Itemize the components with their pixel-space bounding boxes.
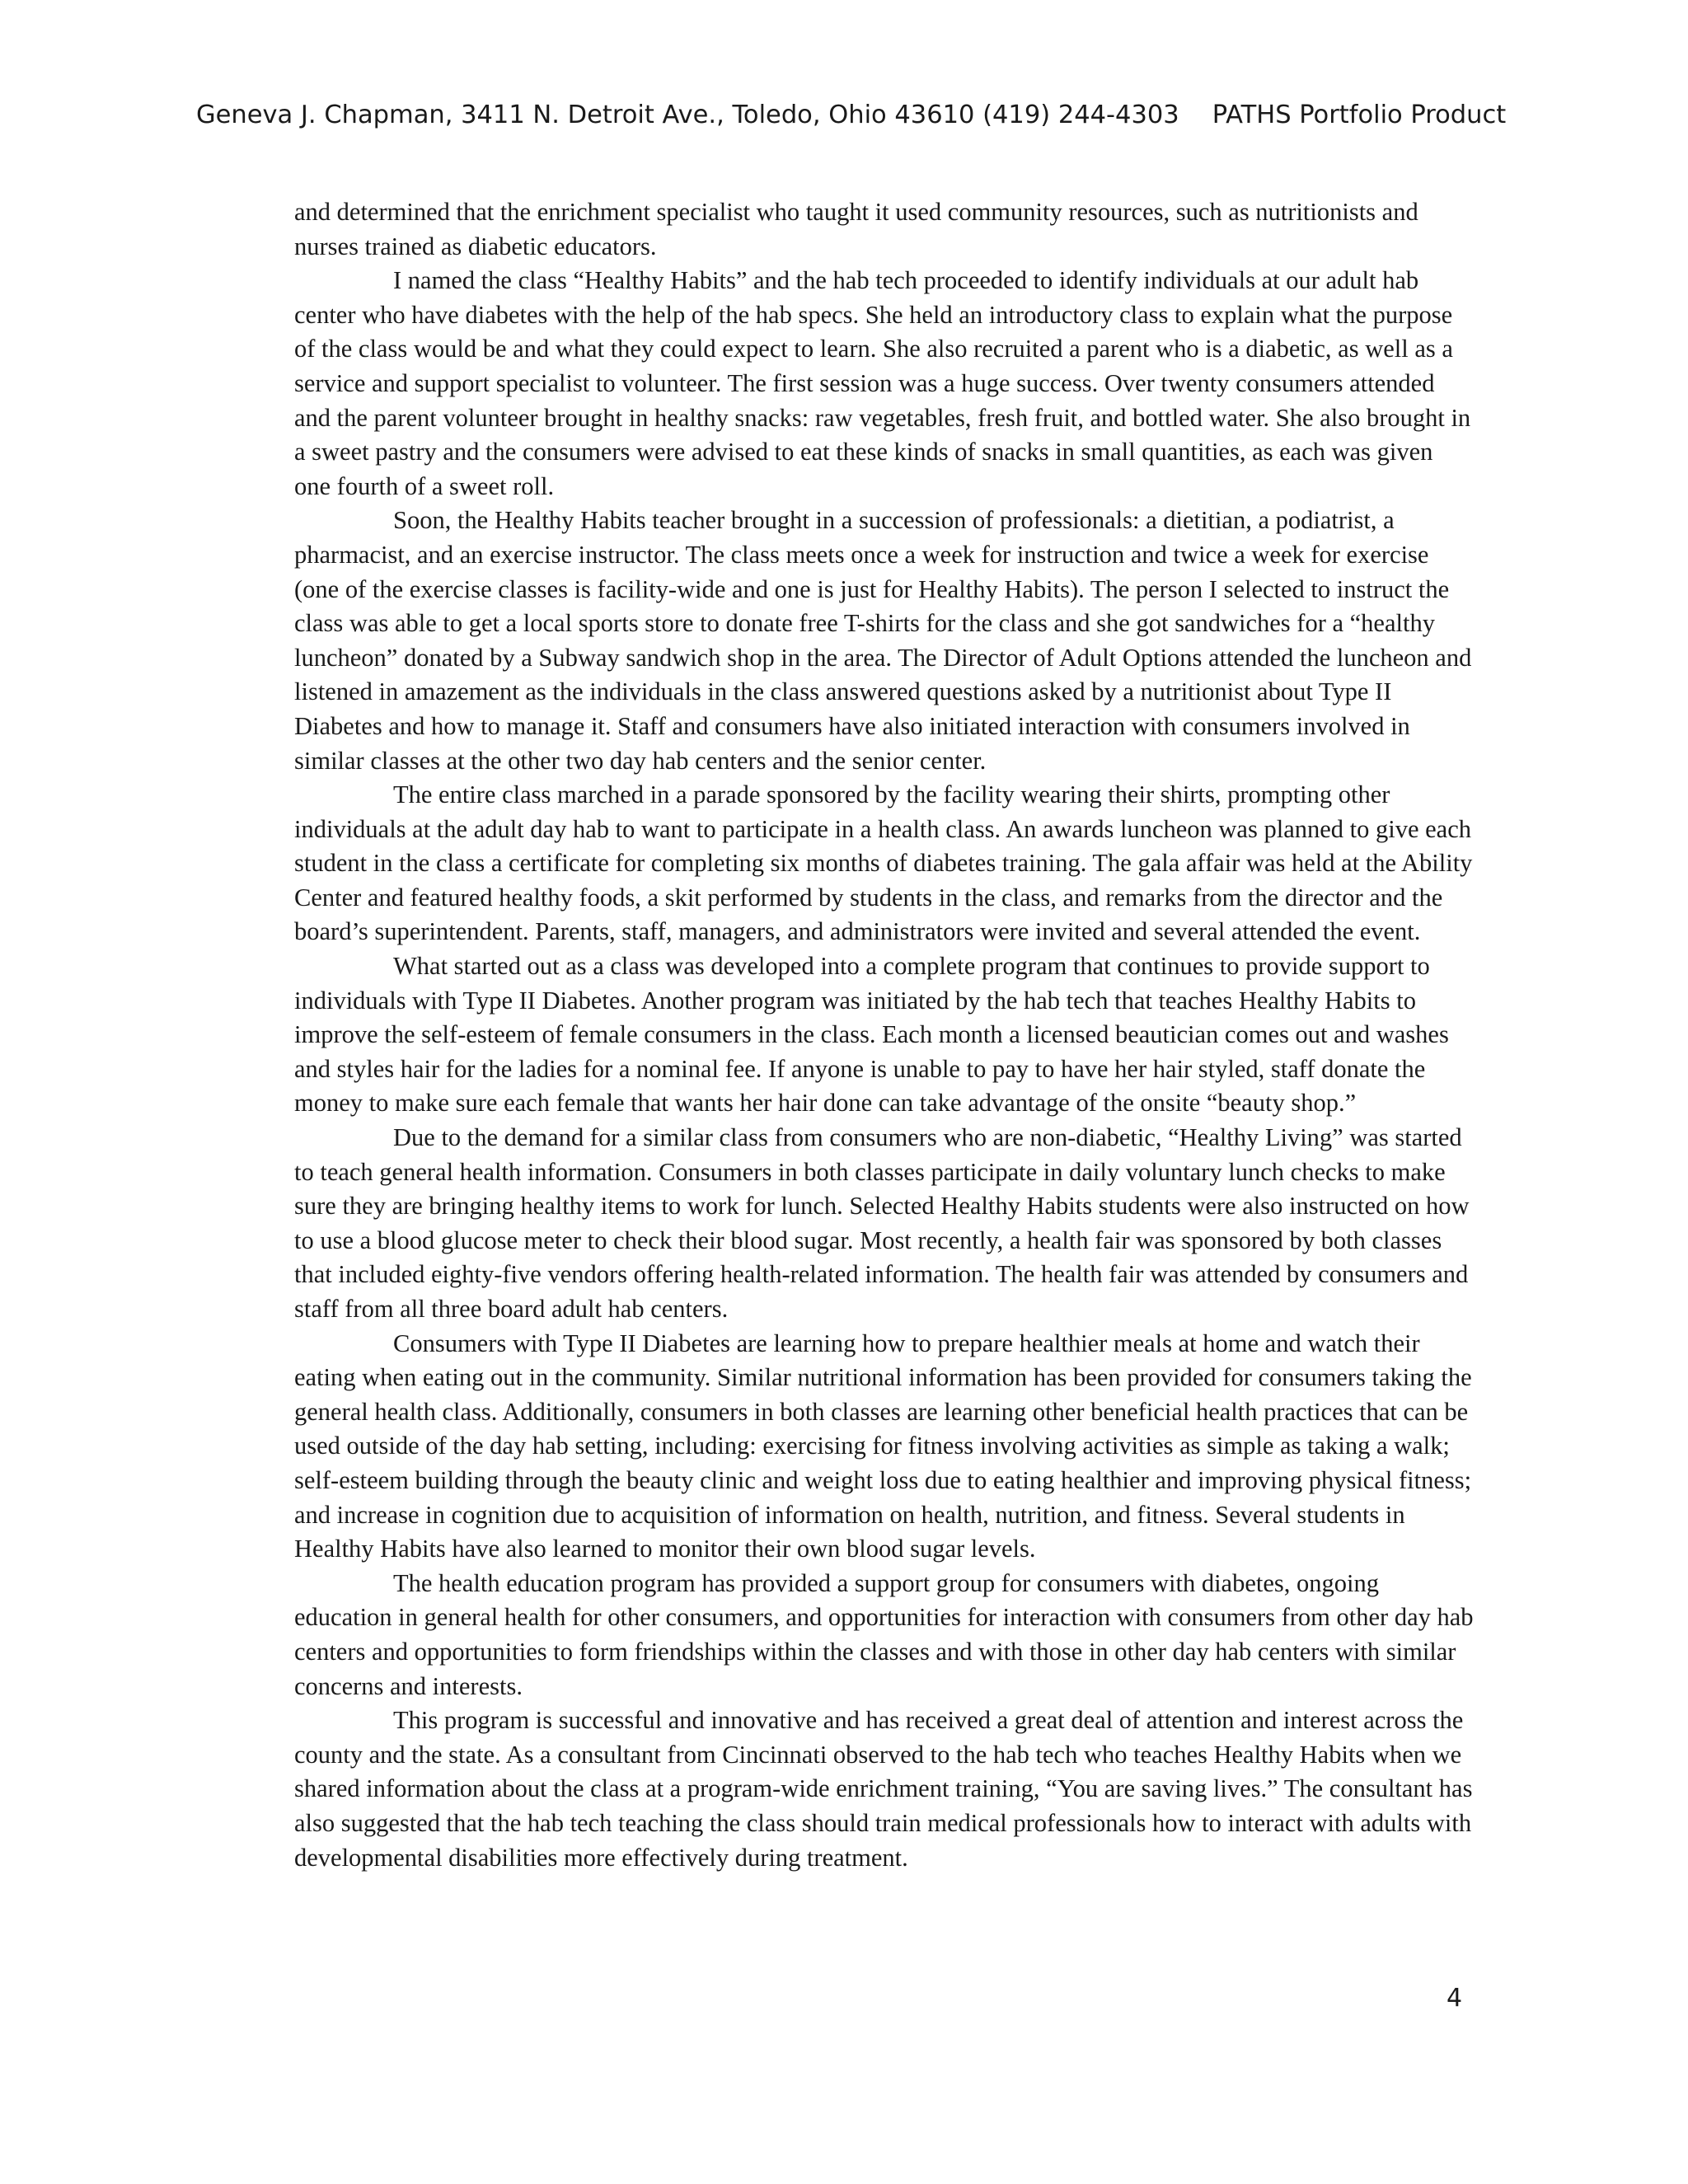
- paragraph-parade-luncheon: The entire class marched in a parade sponsored by the facility wearing their shirts, prompting other individuals at the adult day hab to want to participate in a health class. An awards luncheon was planned to give each student in the class a certificate for completing six months of diabetes training. The gala affair was held at the Ability Center and featured healthy foods, a skit performed by students in the class, and remarks from the director and the board’s superintendent. Parents, staff, managers, and administrators were invited and several attended the event.: [294, 780, 1473, 946]
- paragraph-healthy-habits-intro: I named the class “Healthy Habits” and the hab tech proceeded to identify individuals at our adult hab center who have diabetes with the help of the hab specs. She held an introductory class to explain what the purpose of the class would be and what they could expect to learn. She also recruited a parent who is a diabetic, as well as a service and support specialist to volunteer. The first session was a huge success. Over twenty consumers attended and the parent volunteer brought in healthy snacks: raw vegetables, fresh fruit, and bottled water. She also brought in a sweet pastry and the consumers were advised to eat these kinds of snacks in small quantities, as each was given one fourth of a sweet roll.: [294, 266, 1471, 500]
- paragraph-professionals: Soon, the Healthy Habits teacher brought in a succession of professionals: a dietitian, a podiatrist, a pharmacist, and an exercise instructor. The class meets once a week for instruction and twice a week for exercise (one of the exercise classes is facility-wide and one is just for Healthy Habits). The person I selected to instruct the class was able to get a local sports store to donate free T-shirts for the class and she got sandwiches for a “healthy luncheon” donated by a Subway sandwich shop in the area. The Director of Adult Options attended the luncheon and listened in amazement as the individuals in the class answered questions asked by a nutritionist about Type II Diabetes and how to manage it. Staff and consumers have also initiated interaction with consumers involved in similar classes at the other two day hab centers and the senior center.: [294, 506, 1472, 775]
- paragraph-complete-program: What started out as a class was developed into a complete program that continues to provide support to individuals with Type II Diabetes. Another program was initiated by the hab tech that teaches Healthy Habits to improve the self-esteem of female consumers in the class. Each month a licensed beautician comes out and washes and styles hair for the ladies for a nominal fee. If anyone is unable to pay to have her hair styled, staff donate the money to make sure each female that wants her hair done can take advantage of the onsite “beauty shop.”: [294, 952, 1449, 1118]
- page-number: 4: [1447, 1984, 1463, 2013]
- paragraph-continuation: and determined that the enrichment specialist who taught it used community resources, such as nutritionists and nurses trained as diabetic educators.: [294, 198, 1418, 260]
- paragraph-conclusion: This program is successful and innovative and has received a great deal of attention and interest across the county and the state. As a consultant from Cincinnati observed to the hab tech who teaches Healthy Habits when we shared information about the class at a program-wide enrichment training, “You are saving lives.” The consultant has also suggested that the hab tech teaching the class should train medical professionals how to interact with adults with developmental disabilities more effectively during treatment.: [294, 1706, 1473, 1872]
- header-title: PATHS Portfolio Product: [1212, 101, 1507, 129]
- paragraph-healthy-living: Due to the demand for a similar class from consumers who are non-diabetic, “Healthy Living” was started to teach general health information. Consumers in both classes participate in daily voluntary lunch checks to make sure they are bringing healthy items to work for lunch. Selected Healthy Habits students were also instructed on how to use a blood glucose meter to check their blood sugar. Most recently, a health fair was sponsored by both classes that included eighty-five vendors offering health-related information. The health fair was attended by consumers and staff from all three board adult hab centers.: [294, 1123, 1470, 1323]
- document-body: [294, 195, 1475, 1875]
- paragraph-support-group: The health education program has provided a support group for consumers with diabetes, ongoing education in general health for other consumers, and opportunities for interaction with consumers from other day hab centers and opportunities to form friendships within the classes and with those in other day hab centers with similar concerns and interests.: [294, 1568, 1474, 1700]
- paragraph-outcomes: Consumers with Type II Diabetes are learning how to prepare healthier meals at home and watch their eating when eating out in the community. Similar nutritional information has been provided for consumers taking the general health class. Additionally, consumers in both classes are learning other beneficial health practices that can be used outside of the day hab setting, including: exercising for fitness involving activities as simple as taking a walk; self-esteem building through the beauty clinic and weight loss due to eating healthier and improving physical fitness; and increase in cognition due to acquisition of information on health, nutrition, and fitness. Several students in Healthy Habits have also learned to monitor their own blood sugar levels.: [294, 1329, 1472, 1563]
- page-header: [196, 99, 1531, 132]
- header-author-address: Geneva J. Chapman, 3411 N. Detroit Ave., Toledo, Ohio 43610 (419) 244-4303: [196, 101, 1179, 129]
